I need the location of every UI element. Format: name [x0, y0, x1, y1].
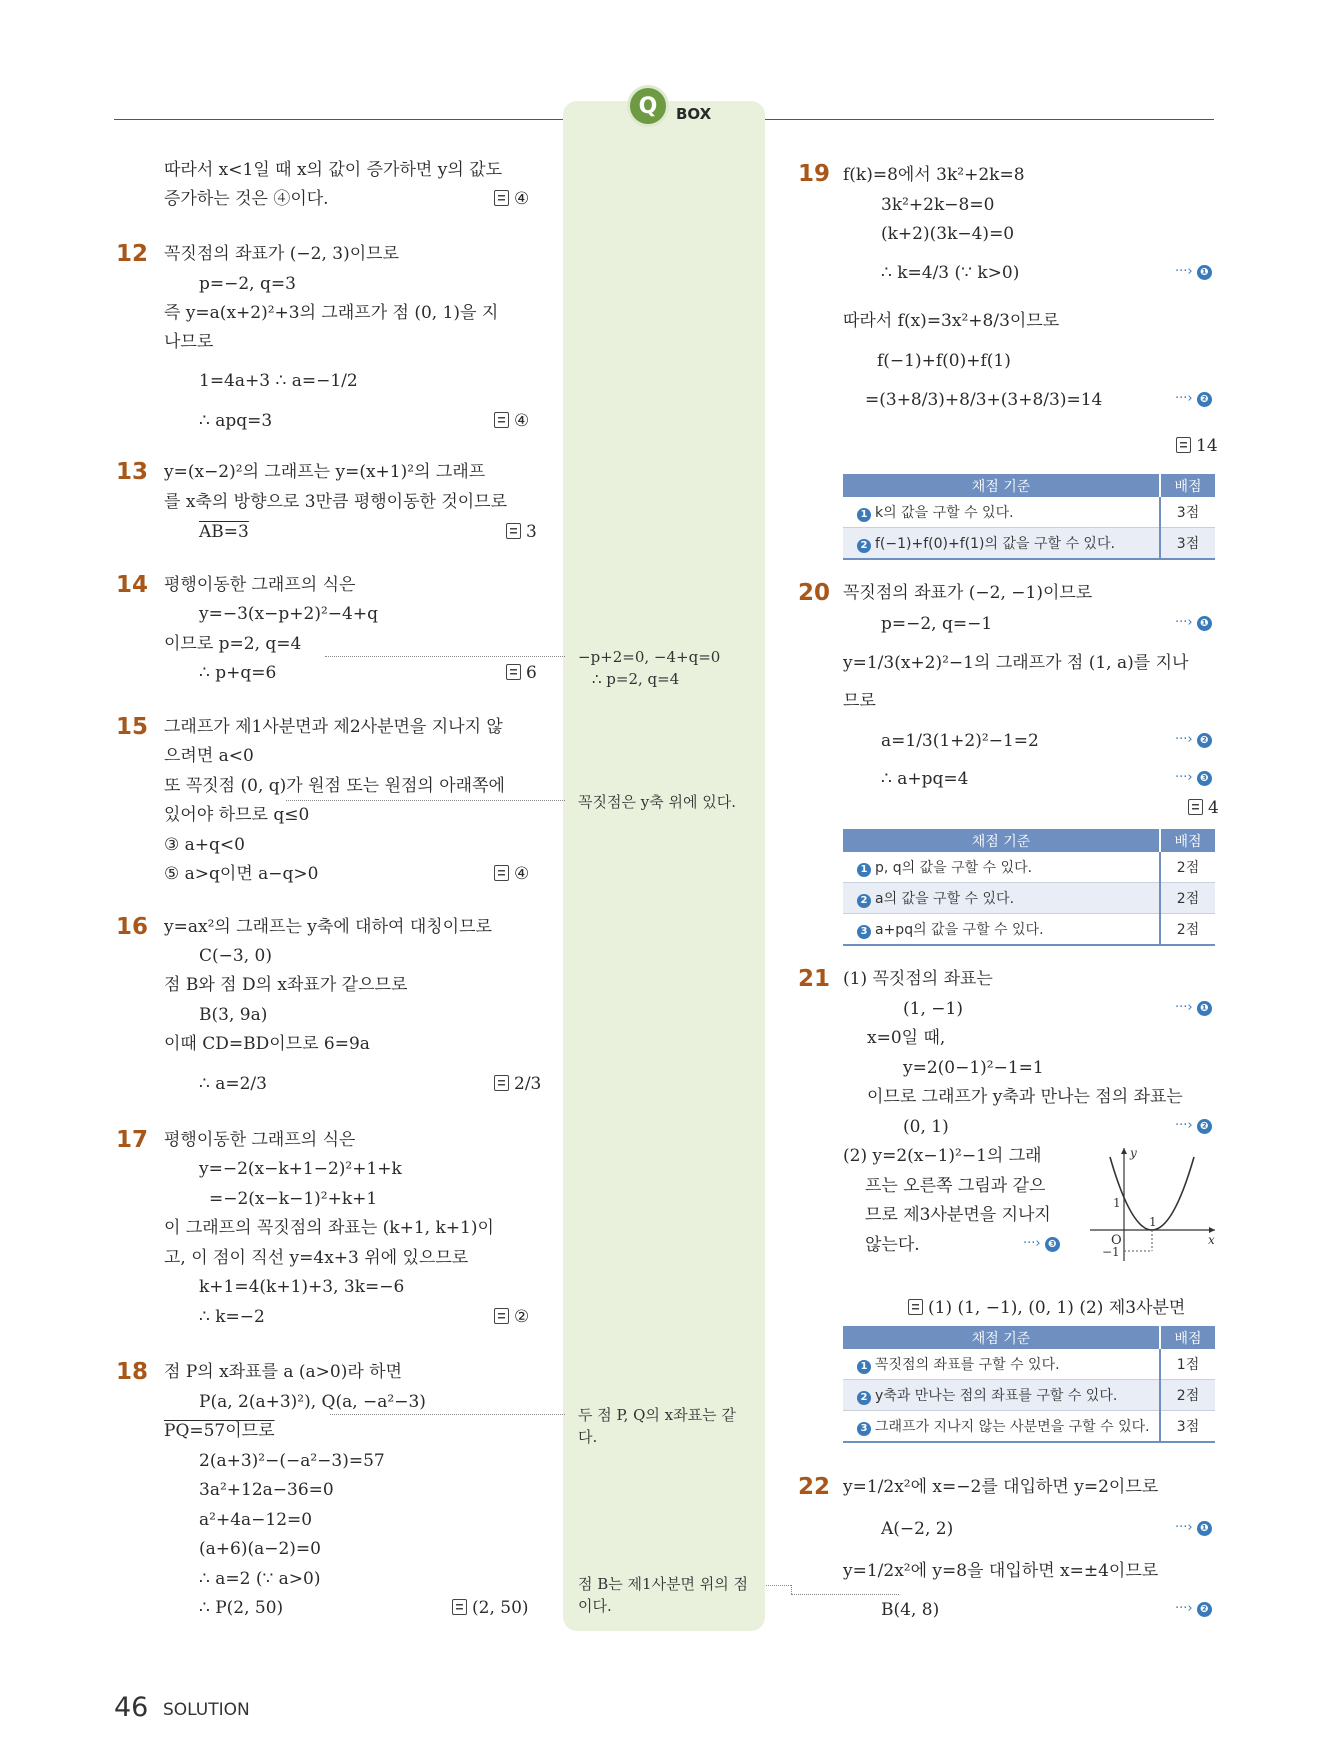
qbox-note: 두 점 P, Q의 x좌표는 같 다.	[578, 1406, 736, 1446]
solution-line: y=−3(x−p+2)²−4+q	[199, 604, 378, 624]
parabola-graph	[1080, 1143, 1220, 1263]
solution-line: y=2(0−1)²−1=1	[903, 1058, 1044, 1078]
step-marker: ···› ❷	[1175, 389, 1212, 409]
qbox-column	[563, 101, 765, 1631]
solution-line: 나므로	[164, 332, 214, 352]
problem-number: 21	[798, 966, 831, 992]
problem-number: 16	[116, 914, 149, 940]
grading-row: 1 꼭짓점의 좌표를 구할 수 있다. 1점	[843, 1349, 1215, 1380]
answer-badge: 14	[1176, 435, 1218, 457]
x-axis-label: x	[1208, 1233, 1215, 1247]
qbox-note: 점 B는 제1사분면 위의 점 이다.	[578, 1575, 749, 1615]
grading-table	[843, 474, 1215, 560]
problem-number: 12	[116, 241, 149, 267]
answer-icon	[494, 412, 509, 428]
answer-badge: (1) (1, −1), (0, 1) (2) 제3사분면	[908, 1297, 1185, 1319]
solution-line: 않는다.	[865, 1235, 920, 1255]
qbox-note: 꼭짓점은 y축 위에 있다.	[578, 793, 736, 811]
solution-line: f(−1)+f(0)+f(1)	[877, 351, 1011, 371]
grading-row: 1 k의 값을 구할 수 있다. 3점	[843, 497, 1215, 528]
solution-line: 이므로 그래프가 y축과 만나는 점의 좌표는	[867, 1087, 1183, 1107]
problem-number: 13	[116, 459, 149, 485]
solution-line: ∴ apq=3	[199, 411, 273, 431]
answer-badge: ④	[494, 410, 529, 432]
answer-icon	[908, 1299, 923, 1315]
qbox-label: BOX	[676, 105, 712, 123]
problem-number: 15	[116, 714, 149, 740]
origin-label: O	[1111, 1233, 1122, 1248]
solution-line: =−2(x−k−1)²+k+1	[209, 1189, 378, 1209]
solution-line: 있어야 하므로 q≤0	[164, 805, 310, 825]
grading-head-points: 배점	[1160, 1326, 1215, 1349]
answer-badge: 3	[506, 521, 537, 543]
solution-line: ③ a+q<0	[164, 835, 245, 855]
solution-line: B(3, 9a)	[199, 1005, 268, 1025]
solution-line: a=1/3(1+2)²−1=2	[881, 731, 1039, 751]
solution-line: 또 꼭짓점 (0, q)가 원점 또는 원점의 아래쪽에	[164, 776, 505, 796]
solution-line: 이므로 p=2, q=4	[164, 634, 302, 654]
solution-line: PQ=57이므로	[164, 1421, 275, 1441]
answer-badge: ④	[494, 863, 529, 885]
page-number: 46	[114, 1692, 149, 1723]
answer-badge: ②	[494, 1306, 529, 1328]
solution-line: 므로	[843, 691, 876, 711]
solution-line: x=0일 때,	[867, 1028, 946, 1048]
solution-line: y=ax²의 그래프는 y축에 대하여 대칭이므로	[164, 917, 492, 937]
grading-row: 2 f(−1)+f(0)+f(1)의 값을 구할 수 있다. 3점	[843, 528, 1215, 560]
solution-line: y=1/2x²에 y=8을 대입하면 x=±4이므로	[843, 1561, 1159, 1581]
problem-number: 17	[116, 1127, 149, 1153]
answer-icon	[1188, 799, 1203, 815]
answer-icon	[506, 523, 521, 539]
solution-line: 1=4a+3 ∴ a=−1/2	[199, 371, 358, 391]
answer-icon	[494, 1075, 509, 1091]
solution-line: 따라서 f(x)=3x²+8/3이므로	[843, 311, 1060, 331]
solution-line: 꼭짓점의 좌표가 (−2, −1)이므로	[843, 583, 1093, 603]
solution-line: P(a, 2(a+3)²), Q(a, −a²−3)	[199, 1392, 426, 1412]
solution-line: =(3+8/3)+8/3+(3+8/3)=14	[865, 390, 1103, 410]
solution-line: y=−2(x−k+1−2)²+1+k	[199, 1159, 402, 1179]
solution-line: y=1/3(x+2)²−1의 그래프가 점 (1, a)를 지나	[843, 653, 1189, 673]
solution-line: A(−2, 2)	[881, 1519, 954, 1539]
answer-badge: 4	[1188, 797, 1219, 819]
solution-line: 평행이동한 그래프의 식은	[164, 575, 356, 595]
grading-row: 2 a의 값을 구할 수 있다. 2점	[843, 883, 1215, 914]
solution-line: (0, 1)	[903, 1117, 949, 1137]
grading-row: 3 a+pq의 값을 구할 수 있다. 2점	[843, 914, 1215, 946]
solution-line: ∴ P(2, 50)	[199, 1598, 284, 1618]
solution-line: 이 그래프의 꼭짓점의 좌표는 (k+1, k+1)이	[164, 1218, 494, 1238]
connector	[325, 656, 565, 657]
solution-line: ∴ a=2/3	[199, 1074, 267, 1094]
connector	[286, 800, 565, 801]
qbox-badge: Q	[627, 85, 669, 127]
grading-table	[843, 829, 1215, 946]
solution-line: 고, 이 점이 직선 y=4x+3 위에 있으므로	[164, 1248, 469, 1268]
solution-line: k+1=4(k+1)+3, 3k=−6	[199, 1277, 405, 1297]
grading-head-criteria: 채점 기준	[843, 829, 1160, 852]
solution-line: AB=3	[199, 522, 249, 542]
step-marker: ···› ❷	[1175, 1599, 1212, 1619]
solution-line: 꼭짓점의 좌표가 (−2, 3)이므로	[164, 244, 399, 264]
solution-line: 그래프가 제1사분면과 제2사분면을 지나지 않	[164, 717, 503, 737]
step-marker: ···› ❷	[1175, 1116, 1212, 1136]
grading-row: 1 p, q의 값을 구할 수 있다. 2점	[843, 852, 1215, 883]
solution-line: (k+2)(3k−4)=0	[881, 224, 1015, 244]
solution-line: 평행이동한 그래프의 식은	[164, 1130, 356, 1150]
solution-line: (1, −1)	[903, 999, 963, 1019]
answer-icon	[494, 190, 509, 206]
answer-icon	[494, 865, 509, 881]
solution-line: p=−2, q=3	[199, 274, 296, 294]
grading-row: 3 그래프가 지나지 않는 사분면을 구할 수 있다. 3점	[843, 1411, 1215, 1443]
step-marker: ···› ❶	[1175, 1518, 1212, 1538]
solution-line: 이때 CD=BD이므로 6=9a	[164, 1034, 370, 1054]
step-marker: ···› ❸	[1175, 768, 1212, 788]
solution-line: a²+4a−12=0	[199, 1510, 313, 1530]
solution-line: ∴ p+q=6	[199, 663, 277, 683]
solution-line: ∴ k=4/3 (∵ k>0)	[881, 263, 1020, 283]
step-marker: ···› ❷	[1175, 730, 1212, 750]
solution-line: y=1/2x²에 x=−2를 대입하면 y=2이므로	[843, 1477, 1159, 1497]
intro-line: 따라서 x<1일 때 x의 값이 증가하면 y의 값도	[164, 160, 502, 180]
solution-line: ⑤ a>q이면 a−q>0	[164, 864, 319, 884]
solution-line: y=(x−2)²의 그래프는 y=(x+1)²의 그래프	[164, 462, 486, 482]
step-marker: ···› ❶	[1175, 998, 1212, 1018]
solution-line: 를 x축의 방향으로 3만큼 평행이동한 것이므로	[164, 492, 508, 512]
solution-line: 2(a+3)²−(−a²−3)=57	[199, 1451, 385, 1471]
connector	[330, 1414, 565, 1415]
solution-line: 점 P의 x좌표를 a (a>0)라 하면	[164, 1362, 403, 1382]
y-axis-arrow	[1121, 1148, 1127, 1154]
solution-line: (a+6)(a−2)=0	[199, 1539, 321, 1559]
qbox-note: −p+2=0, −4+q=0 ∴ p=2, q=4	[578, 648, 721, 688]
problem-number: 14	[116, 572, 149, 598]
solution-line: f(k)=8에서 3k²+2k=8	[843, 165, 1025, 185]
connector	[791, 1594, 899, 1595]
solution-line: 프는 오른쪽 그림과 같으	[865, 1176, 1046, 1196]
solution-line: 므로 제3사분면을 지나지	[865, 1205, 1051, 1225]
solution-line: ∴ a=2 (∵ a>0)	[199, 1569, 321, 1589]
x-one-label: 1	[1149, 1215, 1157, 1229]
solution-line: ∴ k=−2	[199, 1307, 265, 1327]
answer-icon	[1176, 437, 1191, 453]
solution-line: p=−2, q=−1	[881, 614, 993, 634]
problem-number: 20	[798, 580, 831, 606]
problem-number: 19	[798, 161, 831, 187]
connector	[791, 1585, 792, 1594]
solution-line: B(4, 8)	[881, 1600, 940, 1620]
solution-line: 즉 y=a(x+2)²+3의 그래프가 점 (0, 1)을 지	[164, 303, 499, 323]
grading-head-points: 배점	[1160, 474, 1215, 497]
answer-icon	[452, 1599, 467, 1615]
grading-table	[843, 1326, 1215, 1443]
grading-row: 2 y축과 만나는 점의 좌표를 구할 수 있다. 2점	[843, 1380, 1215, 1411]
solution-line: C(−3, 0)	[199, 946, 272, 966]
answer-badge: ④	[494, 188, 529, 210]
answer-badge: 6	[506, 662, 537, 684]
solution-line: 점 B와 점 D의 x좌표가 같으므로	[164, 975, 408, 995]
solution-line: (2) y=2(x−1)²−1의 그래	[843, 1146, 1042, 1166]
y-intercept-label: 1	[1113, 1196, 1121, 1210]
solution-line: 3a²+12a−36=0	[199, 1480, 334, 1500]
answer-icon	[494, 1308, 509, 1324]
solution-line: 3k²+2k−8=0	[881, 195, 995, 215]
step-marker: ···› ❶	[1175, 613, 1212, 633]
grading-head-criteria: 채점 기준	[843, 474, 1160, 497]
answer-badge: 2/3	[494, 1073, 541, 1095]
y-axis-label: y	[1130, 1146, 1137, 1160]
grading-head-criteria: 채점 기준	[843, 1326, 1160, 1349]
intro-line: 증가하는 것은 ④이다.	[164, 189, 329, 209]
answer-icon	[506, 664, 521, 680]
solution-line: (1) 꼭짓점의 좌표는	[843, 969, 993, 989]
problem-number: 18	[116, 1359, 149, 1385]
solution-line: ∴ a+pq=4	[881, 769, 969, 789]
problem-number: 22	[798, 1474, 831, 1500]
footer-section: SOLUTION	[163, 1700, 250, 1720]
connector	[766, 1585, 791, 1586]
answer-badge: (2, 50)	[452, 1597, 529, 1619]
step-marker: ···› ❸	[1023, 1234, 1060, 1254]
minus-one-label: −1	[1102, 1245, 1120, 1259]
grading-head-points: 배점	[1160, 829, 1215, 852]
solution-line: 으려면 a<0	[164, 746, 254, 766]
step-marker: ···› ❶	[1175, 262, 1212, 282]
